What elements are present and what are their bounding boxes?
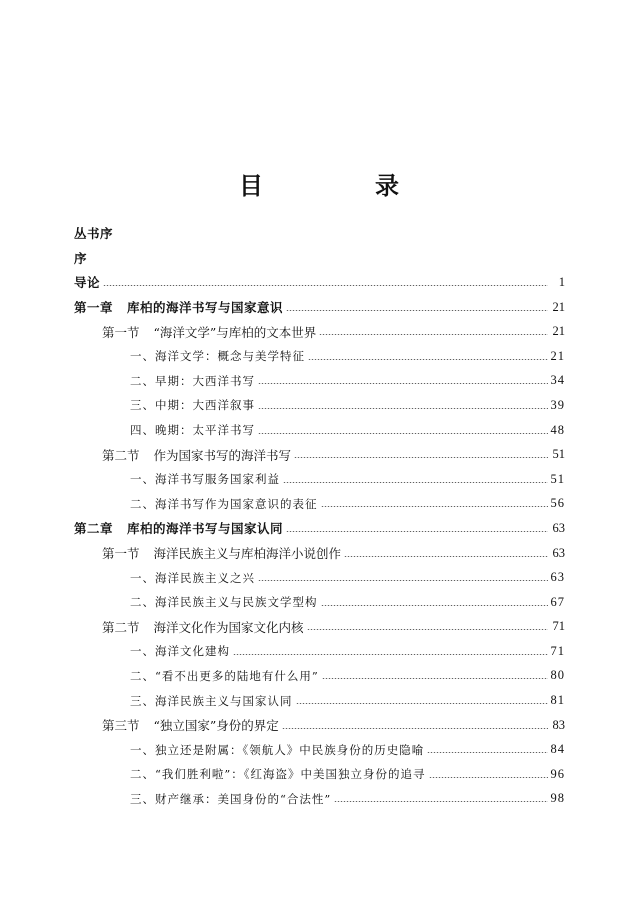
toc-subsection-entry (0, 590, 638, 615)
toc-page-number: 71 (550, 643, 565, 658)
toc-entry-text: 库柏的海洋书写与国家认同 (127, 521, 284, 537)
toc-subsection-entry (0, 492, 638, 517)
toc-entry-text: 丛书序 (74, 226, 114, 242)
toc-entry-text: 导论 (74, 275, 101, 291)
toc-subsection-entry (0, 688, 638, 713)
toc-entry-text: 海洋民族主义与库柏海洋小说创作 (153, 546, 342, 562)
dot-leader (322, 678, 548, 679)
toc-entry-text: 三、中期：大西洋叙事 (130, 398, 255, 413)
toc-entry-text: 序 (74, 250, 88, 266)
toc-page-number: 81 (550, 693, 565, 708)
toc-subsection-entry (0, 393, 638, 418)
dot-leader (258, 408, 548, 409)
toc-page-number: 51 (552, 447, 565, 462)
dot-leader (258, 580, 548, 581)
toc-page-number: 67 (550, 594, 565, 609)
dot-leader (258, 433, 548, 434)
toc-entry-text: “海洋文学”与库柏的文本世界 (153, 324, 317, 340)
toc-page-number: 80 (550, 668, 565, 683)
dot-leader (103, 285, 548, 286)
toc-subsection-entry (0, 787, 638, 812)
toc-page-number: 34 (550, 373, 565, 388)
toc-entry-label (130, 693, 293, 709)
toc-section-entry (0, 713, 638, 738)
toc-entry-label (130, 471, 280, 487)
toc-entry-label (102, 323, 316, 341)
toc-subsection-entry (0, 344, 638, 369)
toc-page-number: 63 (552, 520, 565, 535)
toc-entry-label (130, 668, 319, 684)
toc-entry-number: 第一章 (74, 300, 114, 316)
dot-leader (321, 605, 548, 606)
toc-entry-label (130, 643, 230, 659)
dot-leader (283, 482, 548, 483)
toc-entry-number: 第二节 (102, 447, 140, 463)
dot-leader (282, 728, 548, 729)
toc-page-number: 51 (550, 471, 565, 486)
toc-subsection-entry (0, 467, 638, 492)
dot-leader (296, 703, 548, 704)
toc-page-number: 71 (552, 619, 565, 634)
dot-leader (429, 777, 548, 778)
toc-subsection-entry (0, 418, 638, 443)
toc-entry-label (130, 766, 426, 782)
toc-entry-text: 二、“看不出更多的陆地有什么用” (130, 668, 319, 683)
toc-subsection-entry (0, 639, 638, 664)
toc-entry-number: 第二章 (74, 521, 114, 537)
toc-page-number: 1 (558, 274, 565, 289)
toc-entry-label (74, 273, 100, 291)
toc-page-number: 39 (550, 397, 565, 412)
dot-leader (307, 629, 548, 630)
toc-chapter-entry (0, 295, 638, 320)
toc-entry-text: 作为国家书写的海洋书写 (153, 447, 292, 463)
toc-entry-label (102, 618, 304, 636)
toc-chapter-entry (0, 221, 638, 246)
toc-subsection-entry (0, 369, 638, 394)
toc-entry-label (130, 348, 305, 364)
toc-subsection-entry (0, 664, 638, 689)
toc-page-number: 63 (550, 570, 565, 585)
toc-chapter-entry (0, 516, 638, 541)
toc-entry-number: 第一节 (102, 324, 140, 340)
dot-leader (233, 654, 548, 655)
toc-entry-text: 三、财产继承：美国身份的“合法性” (130, 791, 332, 806)
toc-entry-text: 库柏的海洋书写与国家意识 (127, 300, 284, 316)
toc-entry-text: 一、海洋文化建构 (130, 644, 230, 659)
dot-leader (344, 556, 548, 557)
toc-entry-number: 第一节 (102, 546, 140, 562)
dot-leader (286, 531, 548, 532)
toc-page-number: 84 (550, 742, 565, 757)
toc-page-number: 98 (550, 791, 565, 806)
toc-section-entry (0, 319, 638, 344)
toc-page-number: 21 (552, 299, 565, 314)
toc-entry-text: 二、早期：大西洋书写 (130, 373, 255, 388)
toc-entry-text: 一、海洋民族主义之兴 (130, 570, 255, 585)
toc-chapter-entry (0, 270, 638, 295)
toc-entry-label (74, 519, 283, 537)
toc-section-entry (0, 615, 638, 640)
toc-entry-text: 三、海洋民族主义与国家认同 (130, 693, 293, 708)
toc-page-number: 83 (552, 717, 565, 732)
toc-entry-label (102, 446, 291, 464)
toc-page-number: 21 (552, 324, 565, 339)
toc-entry-label (74, 249, 87, 267)
toc-entry-text: 一、海洋文学：概念与美学特征 (130, 349, 305, 364)
toc-entry-text: “独立国家”身份的界定 (153, 718, 279, 734)
toc-entry-label (130, 397, 255, 413)
toc-chapter-entry (0, 246, 638, 271)
toc-section-entry (0, 442, 638, 467)
toc-entry-text: 一、独立还是附属：《领航人》中民族身份的历史隐喻 (130, 742, 425, 757)
toc-entry-number: 第二节 (102, 619, 140, 635)
dot-leader (294, 457, 548, 458)
table-of-contents (0, 221, 638, 811)
toc-entry-label (130, 496, 318, 512)
toc-entry-label (130, 373, 255, 389)
dot-leader (427, 752, 547, 753)
dot-leader (319, 334, 548, 335)
toc-entry-label (102, 544, 341, 562)
dot-leader (258, 383, 548, 384)
toc-entry-label (130, 742, 424, 758)
toc-entry-label (74, 224, 113, 242)
toc-entry-number: 第三节 (102, 718, 140, 734)
toc-entry-label (130, 594, 318, 610)
toc-entry-text: 海洋文化作为国家文化内核 (153, 619, 304, 635)
toc-section-entry (0, 541, 638, 566)
dot-leader (334, 801, 547, 802)
toc-entry-text: 二、海洋民族主义与民族文学型构 (130, 595, 318, 610)
toc-subsection-entry (0, 565, 638, 590)
dot-leader (321, 506, 548, 507)
toc-entry-label (102, 716, 279, 734)
toc-entry-label (130, 570, 255, 586)
toc-entry-text: 四、晚期：太平洋书写 (130, 423, 255, 438)
toc-page-number: 63 (552, 545, 565, 560)
page-title: 目 录 (239, 172, 443, 200)
toc-entry-label (130, 422, 255, 438)
toc-entry-text: 二、“我们胜利啦”：《红海盗》中美国独立身份的追寻 (130, 767, 426, 782)
toc-entry-text: 二、海洋书写作为国家意识的表征 (130, 496, 318, 511)
toc-page-number: 96 (550, 766, 565, 781)
toc-subsection-entry (0, 762, 638, 787)
dot-leader (286, 310, 548, 311)
toc-entry-text: 一、海洋书写服务国家利益 (130, 472, 280, 487)
dot-leader (308, 359, 548, 360)
toc-page-number: 56 (550, 496, 565, 511)
toc-page-number: 21 (550, 348, 565, 363)
toc-subsection-entry (0, 737, 638, 762)
toc-page-number: 48 (550, 422, 565, 437)
toc-entry-label (74, 298, 283, 316)
toc-entry-label (130, 791, 331, 807)
